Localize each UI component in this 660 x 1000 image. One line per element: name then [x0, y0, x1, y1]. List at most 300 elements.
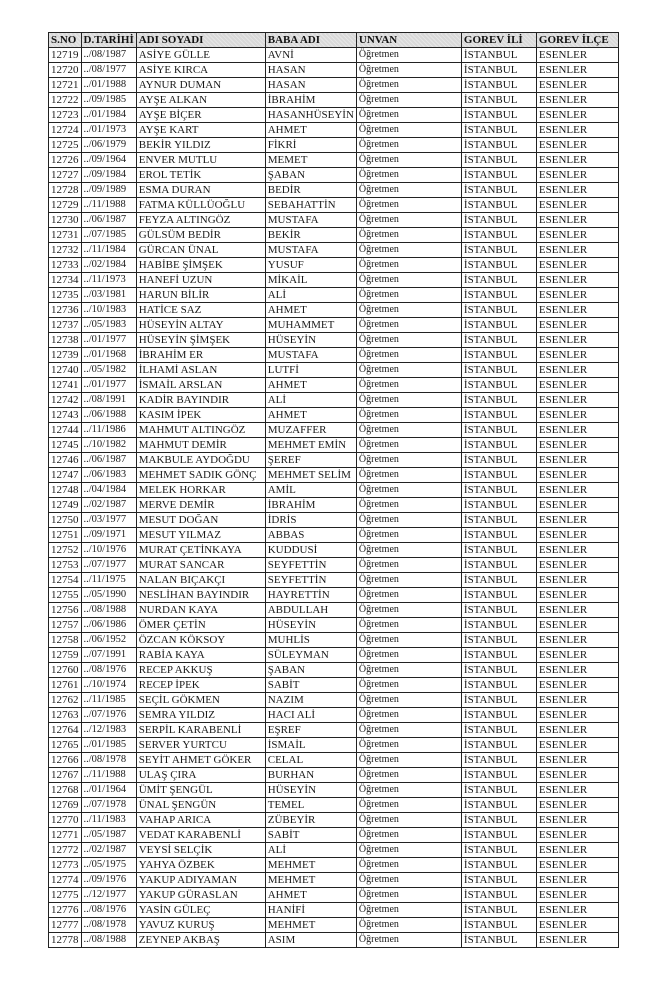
cell-full-name: MURAT SANCAR: [136, 558, 265, 573]
cell-birth-date: ../06/1987: [81, 213, 136, 228]
cell-birth-date: ../11/1973: [81, 273, 136, 288]
cell-full-name: MAHMUT DEMİR: [136, 438, 265, 453]
cell-birth-date: ../12/1977: [81, 888, 136, 903]
cell-birth-date: ../10/1976: [81, 543, 136, 558]
cell-full-name: YAKUP GÜRASLAN: [136, 888, 265, 903]
cell-full-name: HATİCE SAZ: [136, 303, 265, 318]
cell-full-name: MAHMUT ALTINGÖZ: [136, 423, 265, 438]
cell-full-name: MEHMET SADIK GÖNÇ: [136, 468, 265, 483]
cell-father-name: ZÜBEYİR: [265, 813, 356, 828]
cell-title: Öğretmen: [356, 603, 461, 618]
cell-duty-district: ESENLER: [536, 753, 618, 768]
cell-full-name: FEYZA ALTINGÖZ: [136, 213, 265, 228]
cell-sno: 12738: [49, 333, 82, 348]
table-row: [49, 363, 619, 378]
cell-title: Öğretmen: [356, 93, 461, 108]
cell-birth-date: ../11/1984: [81, 243, 136, 258]
cell-full-name: İSMAİL ARSLAN: [136, 378, 265, 393]
cell-birth-date: ../06/1986: [81, 618, 136, 633]
cell-birth-date: ../03/1981: [81, 288, 136, 303]
cell-birth-date: ../09/1985: [81, 93, 136, 108]
cell-birth-date: ../06/1988: [81, 408, 136, 423]
cell-sno: 12750: [49, 513, 82, 528]
cell-title: Öğretmen: [356, 693, 461, 708]
cell-duty-province: İSTANBUL: [461, 108, 536, 123]
cell-duty-district: ESENLER: [536, 273, 618, 288]
cell-title: Öğretmen: [356, 228, 461, 243]
table-row: [49, 258, 619, 273]
cell-sno: 12778: [49, 933, 82, 948]
cell-birth-date: ../09/1976: [81, 873, 136, 888]
table-row: [49, 918, 619, 933]
table-row: [49, 768, 619, 783]
cell-sno: 12772: [49, 843, 82, 858]
table-row: [49, 288, 619, 303]
cell-sno: 12742: [49, 393, 82, 408]
header-father-name: BABA ADI: [265, 33, 356, 48]
table-row: [49, 273, 619, 288]
cell-father-name: HASANHÜSEYİN: [265, 108, 356, 123]
table-row: [49, 153, 619, 168]
cell-duty-province: İSTANBUL: [461, 168, 536, 183]
cell-birth-date: ../05/1983: [81, 318, 136, 333]
cell-birth-date: ../09/1984: [81, 168, 136, 183]
cell-full-name: GÜRCAN ÜNAL: [136, 243, 265, 258]
cell-duty-province: İSTANBUL: [461, 93, 536, 108]
table-row: [49, 648, 619, 663]
cell-full-name: ÜNAL ŞENGÜN: [136, 798, 265, 813]
cell-birth-date: ../10/1974: [81, 678, 136, 693]
cell-full-name: ENVER MUTLU: [136, 153, 265, 168]
cell-sno: 12744: [49, 423, 82, 438]
cell-duty-district: ESENLER: [536, 558, 618, 573]
cell-duty-district: ESENLER: [536, 543, 618, 558]
cell-father-name: MEHMET SELİM: [265, 468, 356, 483]
cell-father-name: EŞREF: [265, 723, 356, 738]
table-row: [49, 573, 619, 588]
cell-duty-district: ESENLER: [536, 918, 618, 933]
cell-duty-district: ESENLER: [536, 603, 618, 618]
cell-title: Öğretmen: [356, 78, 461, 93]
header-birth-date: D.TARİHİ: [81, 33, 136, 48]
cell-full-name: NALAN BIÇAKÇI: [136, 573, 265, 588]
table-row: [49, 528, 619, 543]
cell-sno: 12719: [49, 48, 82, 63]
cell-title: Öğretmen: [356, 498, 461, 513]
cell-duty-province: İSTANBUL: [461, 483, 536, 498]
cell-duty-district: ESENLER: [536, 513, 618, 528]
cell-father-name: SEYFETTİN: [265, 558, 356, 573]
cell-sno: 12773: [49, 858, 82, 873]
cell-duty-province: İSTANBUL: [461, 768, 536, 783]
cell-birth-date: ../08/1976: [81, 903, 136, 918]
cell-duty-district: ESENLER: [536, 798, 618, 813]
cell-birth-date: ../05/1987: [81, 828, 136, 843]
table-row: [49, 93, 619, 108]
cell-duty-province: İSTANBUL: [461, 303, 536, 318]
table-row: [49, 378, 619, 393]
cell-birth-date: ../01/1984: [81, 108, 136, 123]
cell-duty-province: İSTANBUL: [461, 858, 536, 873]
cell-full-name: VEYSİ SELÇİK: [136, 843, 265, 858]
cell-full-name: ASİYE KIRCA: [136, 63, 265, 78]
cell-birth-date: ../06/1983: [81, 468, 136, 483]
cell-sno: 12762: [49, 693, 82, 708]
cell-birth-date: ../04/1984: [81, 483, 136, 498]
cell-birth-date: ../08/1988: [81, 933, 136, 948]
table-row: [49, 408, 619, 423]
cell-title: Öğretmen: [356, 633, 461, 648]
cell-birth-date: ../01/1977: [81, 333, 136, 348]
cell-sno: 12730: [49, 213, 82, 228]
header-full-name: ADI SOYADI: [136, 33, 265, 48]
cell-sno: 12766: [49, 753, 82, 768]
table-row: [49, 303, 619, 318]
cell-title: Öğretmen: [356, 303, 461, 318]
cell-duty-district: ESENLER: [536, 78, 618, 93]
cell-sno: 12720: [49, 63, 82, 78]
table-row: [49, 48, 619, 63]
cell-birth-date: ../10/1982: [81, 438, 136, 453]
cell-duty-province: İSTANBUL: [461, 183, 536, 198]
cell-birth-date: ../08/1977: [81, 63, 136, 78]
cell-duty-province: İSTANBUL: [461, 543, 536, 558]
table-row: [49, 63, 619, 78]
cell-full-name: HÜSEYİN ŞİMŞEK: [136, 333, 265, 348]
cell-father-name: BEDİR: [265, 183, 356, 198]
cell-duty-district: ESENLER: [536, 633, 618, 648]
cell-full-name: SEYİT AHMET GÖKER: [136, 753, 265, 768]
cell-duty-district: ESENLER: [536, 723, 618, 738]
cell-full-name: NESLİHAN BAYINDIR: [136, 588, 265, 603]
cell-duty-province: İSTANBUL: [461, 453, 536, 468]
cell-title: Öğretmen: [356, 258, 461, 273]
cell-father-name: YUSUF: [265, 258, 356, 273]
cell-full-name: GÜLSÜM BEDİR: [136, 228, 265, 243]
cell-father-name: BURHAN: [265, 768, 356, 783]
cell-title: Öğretmen: [356, 588, 461, 603]
cell-birth-date: ../01/1977: [81, 378, 136, 393]
cell-duty-province: İSTANBUL: [461, 678, 536, 693]
cell-full-name: NURDAN KAYA: [136, 603, 265, 618]
cell-full-name: VAHAP ARICA: [136, 813, 265, 828]
cell-birth-date: ../10/1983: [81, 303, 136, 318]
cell-birth-date: ../08/1978: [81, 753, 136, 768]
cell-duty-district: ESENLER: [536, 813, 618, 828]
cell-father-name: HANİFİ: [265, 903, 356, 918]
cell-father-name: AHMET: [265, 303, 356, 318]
cell-duty-district: ESENLER: [536, 93, 618, 108]
cell-duty-district: ESENLER: [536, 348, 618, 363]
cell-duty-province: İSTANBUL: [461, 603, 536, 618]
table-row: [49, 843, 619, 858]
cell-duty-province: İSTANBUL: [461, 348, 536, 363]
cell-birth-date: ../01/1988: [81, 78, 136, 93]
cell-full-name: EROL TETİK: [136, 168, 265, 183]
cell-duty-district: ESENLER: [536, 123, 618, 138]
table-row: [49, 213, 619, 228]
cell-sno: 12777: [49, 918, 82, 933]
cell-full-name: ESMA DURAN: [136, 183, 265, 198]
cell-duty-district: ESENLER: [536, 828, 618, 843]
cell-sno: 12746: [49, 453, 82, 468]
cell-duty-district: ESENLER: [536, 528, 618, 543]
table-row: [49, 693, 619, 708]
cell-duty-province: İSTANBUL: [461, 423, 536, 438]
cell-duty-province: İSTANBUL: [461, 153, 536, 168]
cell-sno: 12739: [49, 348, 82, 363]
cell-title: Öğretmen: [356, 378, 461, 393]
cell-duty-district: ESENLER: [536, 393, 618, 408]
cell-sno: 12740: [49, 363, 82, 378]
cell-title: Öğretmen: [356, 798, 461, 813]
cell-title: Öğretmen: [356, 513, 461, 528]
cell-duty-province: İSTANBUL: [461, 438, 536, 453]
cell-birth-date: ../09/1989: [81, 183, 136, 198]
table-row: [49, 108, 619, 123]
cell-father-name: KUDDUSİ: [265, 543, 356, 558]
cell-sno: 12754: [49, 573, 82, 588]
cell-duty-district: ESENLER: [536, 453, 618, 468]
cell-sno: 12734: [49, 273, 82, 288]
cell-sno: 12735: [49, 288, 82, 303]
cell-birth-date: ../09/1964: [81, 153, 136, 168]
table-row: [49, 618, 619, 633]
cell-duty-district: ESENLER: [536, 228, 618, 243]
table-row: [49, 828, 619, 843]
header-sno: S.NO: [49, 33, 82, 48]
cell-duty-district: ESENLER: [536, 108, 618, 123]
cell-duty-province: İSTANBUL: [461, 213, 536, 228]
cell-duty-province: İSTANBUL: [461, 843, 536, 858]
cell-father-name: HASAN: [265, 63, 356, 78]
header-duty-province: GOREV İLİ: [461, 33, 536, 48]
cell-duty-province: İSTANBUL: [461, 228, 536, 243]
cell-full-name: MESUT YILMAZ: [136, 528, 265, 543]
cell-birth-date: ../02/1987: [81, 843, 136, 858]
cell-father-name: SÜLEYMAN: [265, 648, 356, 663]
cell-father-name: MEHMET: [265, 858, 356, 873]
table-row: [49, 783, 619, 798]
cell-sno: 12759: [49, 648, 82, 663]
cell-title: Öğretmen: [356, 648, 461, 663]
table-row: [49, 198, 619, 213]
cell-birth-date: ../12/1983: [81, 723, 136, 738]
cell-father-name: HÜSEYİN: [265, 333, 356, 348]
cell-birth-date: ../09/1971: [81, 528, 136, 543]
cell-father-name: MUSTAFA: [265, 348, 356, 363]
cell-sno: 12747: [49, 468, 82, 483]
cell-father-name: MEHMET EMİN: [265, 438, 356, 453]
cell-sno: 12728: [49, 183, 82, 198]
cell-duty-province: İSTANBUL: [461, 573, 536, 588]
cell-duty-province: İSTANBUL: [461, 138, 536, 153]
cell-duty-district: ESENLER: [536, 888, 618, 903]
cell-duty-province: İSTANBUL: [461, 648, 536, 663]
cell-title: Öğretmen: [356, 573, 461, 588]
cell-father-name: MEHMET: [265, 873, 356, 888]
cell-birth-date: ../05/1975: [81, 858, 136, 873]
cell-full-name: İBRAHİM ER: [136, 348, 265, 363]
cell-duty-district: ESENLER: [536, 378, 618, 393]
cell-title: Öğretmen: [356, 483, 461, 498]
cell-sno: 12757: [49, 618, 82, 633]
cell-sno: 12725: [49, 138, 82, 153]
cell-father-name: İDRİS: [265, 513, 356, 528]
cell-title: Öğretmen: [356, 813, 461, 828]
cell-full-name: MELEK HORKAR: [136, 483, 265, 498]
cell-duty-province: İSTANBUL: [461, 63, 536, 78]
table-row: [49, 333, 619, 348]
cell-duty-province: İSTANBUL: [461, 198, 536, 213]
cell-duty-district: ESENLER: [536, 153, 618, 168]
cell-title: Öğretmen: [356, 153, 461, 168]
cell-father-name: HAYRETTİN: [265, 588, 356, 603]
cell-duty-district: ESENLER: [536, 168, 618, 183]
cell-sno: 12770: [49, 813, 82, 828]
table-row: [49, 393, 619, 408]
cell-sno: 12769: [49, 798, 82, 813]
cell-title: Öğretmen: [356, 393, 461, 408]
cell-duty-province: İSTANBUL: [461, 738, 536, 753]
cell-sno: 12723: [49, 108, 82, 123]
header-duty-district: GOREV İLÇE: [536, 33, 618, 48]
cell-title: Öğretmen: [356, 168, 461, 183]
cell-sno: 12774: [49, 873, 82, 888]
cell-birth-date: ../06/1987: [81, 453, 136, 468]
cell-father-name: LUTFİ: [265, 363, 356, 378]
table-row: [49, 498, 619, 513]
table-row: [49, 858, 619, 873]
cell-full-name: RECEP İPEK: [136, 678, 265, 693]
cell-duty-district: ESENLER: [536, 933, 618, 948]
cell-birth-date: ../08/1991: [81, 393, 136, 408]
cell-full-name: AYŞE BİÇER: [136, 108, 265, 123]
cell-duty-district: ESENLER: [536, 318, 618, 333]
cell-birth-date: ../11/1985: [81, 693, 136, 708]
table-row: [49, 348, 619, 363]
cell-full-name: ASİYE GÜLLE: [136, 48, 265, 63]
cell-full-name: YAHYA ÖZBEK: [136, 858, 265, 873]
cell-full-name: RABİA KAYA: [136, 648, 265, 663]
cell-birth-date: ../01/1964: [81, 783, 136, 798]
cell-duty-province: İSTANBUL: [461, 933, 536, 948]
cell-birth-date: ../08/1978: [81, 918, 136, 933]
cell-duty-district: ESENLER: [536, 213, 618, 228]
cell-duty-province: İSTANBUL: [461, 798, 536, 813]
cell-full-name: ÖMER ÇETİN: [136, 618, 265, 633]
cell-sno: 12771: [49, 828, 82, 843]
cell-father-name: MİKAİL: [265, 273, 356, 288]
cell-birth-date: ../08/1987: [81, 48, 136, 63]
cell-duty-province: İSTANBUL: [461, 723, 536, 738]
cell-full-name: YAVUZ KURUŞ: [136, 918, 265, 933]
cell-father-name: ASIM: [265, 933, 356, 948]
cell-father-name: ALİ: [265, 288, 356, 303]
cell-birth-date: ../01/1985: [81, 738, 136, 753]
cell-sno: 12731: [49, 228, 82, 243]
cell-full-name: KADİR BAYINDIR: [136, 393, 265, 408]
cell-sno: 12749: [49, 498, 82, 513]
cell-sno: 12776: [49, 903, 82, 918]
cell-sno: 12733: [49, 258, 82, 273]
cell-sno: 12775: [49, 888, 82, 903]
cell-duty-district: ESENLER: [536, 678, 618, 693]
cell-father-name: ALİ: [265, 393, 356, 408]
cell-duty-province: İSTANBUL: [461, 363, 536, 378]
table-row: [49, 228, 619, 243]
cell-duty-district: ESENLER: [536, 618, 618, 633]
cell-title: Öğretmen: [356, 333, 461, 348]
cell-duty-district: ESENLER: [536, 183, 618, 198]
cell-title: Öğretmen: [356, 858, 461, 873]
cell-father-name: ŞEREF: [265, 453, 356, 468]
cell-father-name: İBRAHİM: [265, 93, 356, 108]
cell-title: Öğretmen: [356, 828, 461, 843]
cell-duty-district: ESENLER: [536, 573, 618, 588]
cell-title: Öğretmen: [356, 618, 461, 633]
cell-duty-district: ESENLER: [536, 903, 618, 918]
cell-title: Öğretmen: [356, 243, 461, 258]
table-row: [49, 603, 619, 618]
cell-duty-district: ESENLER: [536, 138, 618, 153]
table-row: [49, 753, 619, 768]
cell-full-name: ULAŞ ÇIRA: [136, 768, 265, 783]
cell-duty-province: İSTANBUL: [461, 708, 536, 723]
cell-father-name: MEMET: [265, 153, 356, 168]
cell-father-name: HÜSEYİN: [265, 618, 356, 633]
cell-birth-date: ../06/1979: [81, 138, 136, 153]
cell-father-name: MUZAFFER: [265, 423, 356, 438]
cell-father-name: AHMET: [265, 378, 356, 393]
cell-birth-date: ../05/1990: [81, 588, 136, 603]
cell-sno: 12763: [49, 708, 82, 723]
cell-full-name: HARUN BİLİR: [136, 288, 265, 303]
table-row: [49, 543, 619, 558]
cell-birth-date: ../02/1984: [81, 258, 136, 273]
cell-title: Öğretmen: [356, 408, 461, 423]
cell-title: Öğretmen: [356, 453, 461, 468]
cell-sno: 12751: [49, 528, 82, 543]
cell-full-name: ZEYNEP AKBAŞ: [136, 933, 265, 948]
cell-title: Öğretmen: [356, 348, 461, 363]
cell-title: Öğretmen: [356, 183, 461, 198]
cell-title: Öğretmen: [356, 423, 461, 438]
cell-title: Öğretmen: [356, 843, 461, 858]
cell-title: Öğretmen: [356, 933, 461, 948]
cell-duty-district: ESENLER: [536, 873, 618, 888]
cell-birth-date: ../01/1973: [81, 123, 136, 138]
personnel-table: [48, 32, 619, 948]
cell-birth-date: ../11/1983: [81, 813, 136, 828]
cell-duty-province: İSTANBUL: [461, 633, 536, 648]
cell-sno: 12756: [49, 603, 82, 618]
cell-father-name: MUSTAFA: [265, 243, 356, 258]
cell-full-name: MAKBULE AYDOĞDU: [136, 453, 265, 468]
cell-duty-province: İSTANBUL: [461, 588, 536, 603]
cell-full-name: AYŞE ALKAN: [136, 93, 265, 108]
cell-duty-district: ESENLER: [536, 288, 618, 303]
cell-title: Öğretmen: [356, 723, 461, 738]
cell-title: Öğretmen: [356, 708, 461, 723]
cell-duty-province: İSTANBUL: [461, 918, 536, 933]
table-row: [49, 513, 619, 528]
cell-duty-province: İSTANBUL: [461, 408, 536, 423]
cell-father-name: MUHLİS: [265, 633, 356, 648]
table-row: [49, 318, 619, 333]
cell-title: Öğretmen: [356, 198, 461, 213]
cell-full-name: KASIM İPEK: [136, 408, 265, 423]
